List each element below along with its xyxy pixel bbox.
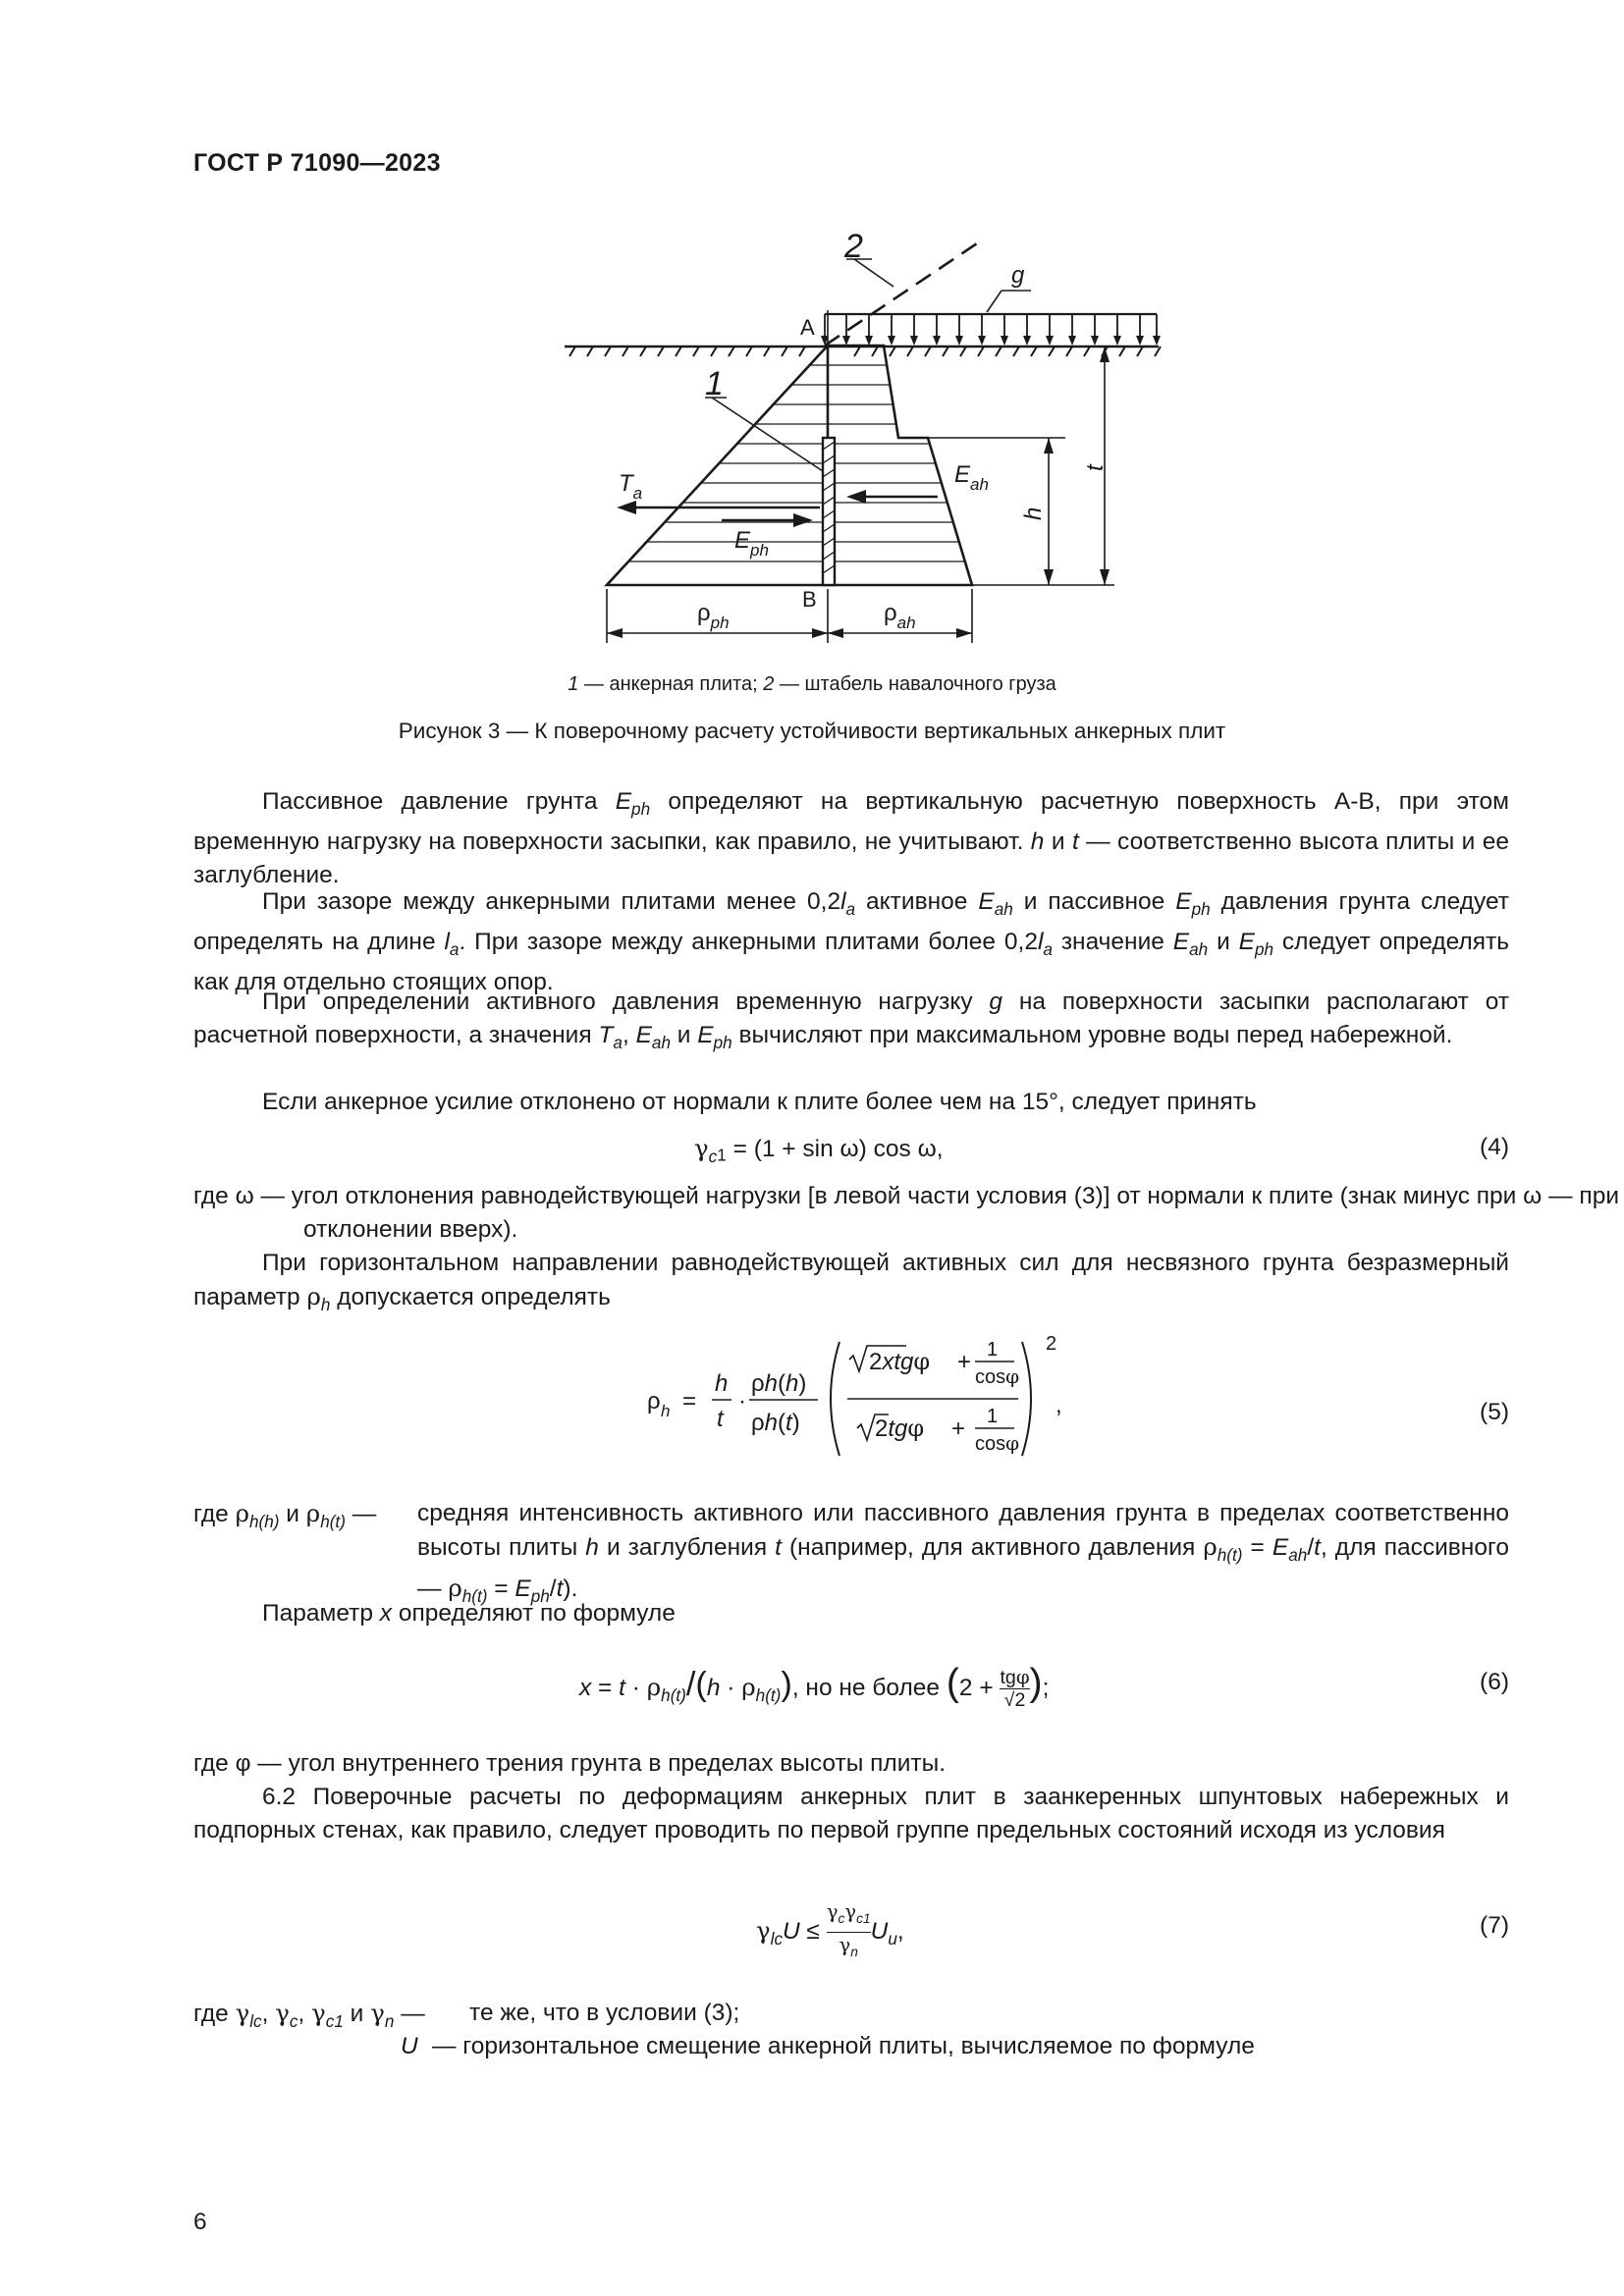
- svg-text:cosφ: cosφ: [975, 1431, 1020, 1455]
- svg-text:h: h: [661, 1402, 671, 1420]
- label-Eah: $E_{ah}$: [954, 461, 989, 494]
- svg-text:2: 2: [1046, 1333, 1057, 1355]
- formula-6: $x = t \cdot \rho_{h(t)}/(h \cdot \rho_{h(t)})$, но не более (2 + tgφ √2 );: [579, 1662, 1050, 1712]
- svg-text:+: +: [957, 1349, 972, 1375]
- paragraph-passive-pressure: Пассивное давление грунта $E_{ph}$ определяют на вертикальную расчетную поверхность А-В, при этом временную нагрузку на поверхности засыпки, как правило, не учитывают. h и t — соответственно высота плиты и ее заглубление.: [193, 788, 1509, 888]
- svg-text:=: =: [682, 1388, 697, 1415]
- document-header: ГОСТ Р 71090—2023: [193, 149, 441, 177]
- figure-legend: 1 — анкерная плита; 2 — штабель навалочного груза: [568, 673, 1056, 695]
- label-1: 1: [705, 365, 724, 402]
- svg-text:ρh(t): ρh(t): [751, 1410, 800, 1436]
- paragraph-x: Параметр x определяют по формуле: [262, 1600, 676, 1627]
- svg-text:2xtgφ: 2xtgφ: [869, 1348, 931, 1375]
- page-number: 6: [193, 2209, 207, 2235]
- figure-caption: Рисунок 3 — К поверочному расчету устойчивости вертикальных анкерных плит: [398, 719, 1226, 743]
- svg-text:·: ·: [738, 1388, 746, 1415]
- svg-text:t: t: [717, 1406, 724, 1432]
- label-2: 2: [844, 228, 863, 265]
- formula-6-number: (6): [1480, 1669, 1509, 1695]
- paragraph-6-2: 6.2 Поверочные расчеты по деформациям анкерных плит в заанкеренных шпунтовых набережных и подпорных стенах, как правило, следует проводить по первой группе предельных состояний исходя из условия: [193, 1784, 1509, 1843]
- paragraph-gap: При зазоре между анкерными плитами менее $0,2l_a$ активное $E_{ah}$ и пассивное $E_{ph}$ давления грунта следует определять на длине $l_a$. При зазоре между анкерными плитами более $0,2l_a$ значение $E_{ah}$ и $E_{ph}$ следует определять как для отдельно стоящих опор.: [193, 888, 1509, 995]
- formula-4-number: (4): [1480, 1134, 1509, 1160]
- label-A: A: [800, 315, 815, 340]
- label-Eph: $E_{ph}$: [734, 527, 769, 560]
- label-Ta: $T_a$: [619, 470, 643, 503]
- svg-text:1: 1: [987, 1339, 999, 1361]
- svg-text:+: +: [951, 1415, 966, 1442]
- where-U-text: — горизонтальное смещение анкерной плиты, вычисляемое по формуле: [432, 2033, 1255, 2059]
- svg-text:1: 1: [987, 1406, 999, 1427]
- formula-4: $\gamma_c1 = (1 + \sin \omega)$ cos ω,: [694, 1134, 944, 1166]
- label-g: g: [1011, 262, 1025, 289]
- formula-5: [643, 1320, 1075, 1477]
- figure-3-diagram: [550, 221, 1168, 653]
- where-gamma-text: те же, что в условии (3);: [469, 2000, 740, 2026]
- paragraph-anchor-force: Если анкерное усилие отклонено от нормали к плите более чем на 15°, следует принять: [262, 1089, 1257, 1115]
- where-phi: где φ — угол внутреннего трения грунта в пределах высоты плиты.: [193, 1750, 947, 1777]
- formula-7-number: (7): [1480, 1912, 1509, 1939]
- label-B: B: [802, 587, 817, 612]
- where-U-symbol: U: [401, 2033, 418, 2059]
- svg-text:ρ: ρ: [647, 1388, 661, 1415]
- svg-text:2tgφ: 2tgφ: [875, 1415, 925, 1442]
- where-rho-text: средняя интенсивность активного или пассивного давления грунта в пределах соответственно высоты плиты h и заглубления t (например, для активного давления $\rho_{h(t)} = E_{ah}/t$, для пассивного — $\rho_{h(t)} = E_{ph}/t$).: [417, 1500, 1509, 1606]
- svg-text:,: ,: [1056, 1392, 1062, 1418]
- svg-text:ρh(h): ρh(h): [751, 1370, 807, 1397]
- formula-5-number: (5): [1480, 1399, 1509, 1425]
- formula-7: $\gamma_{lc}U$ ≤ $\gamma_c\gamma_{c1}$ $\gamma_n$ $U_u$,: [756, 1900, 904, 1959]
- svg-text:h: h: [715, 1370, 729, 1397]
- where-rho-label: где $\rho_{h(h)}$ и $\rho_{h(t)}$ —: [193, 1499, 377, 1531]
- label-h: h: [1020, 507, 1047, 520]
- where-omega: где ω — угол отклонения равнодействующей нагрузки [в левой части условия (3)] от нормали к плите (знак минус при ω — при отклонении вверх).: [193, 1183, 1619, 1243]
- label-rho-ph: $\rho_{ph}$: [697, 600, 730, 632]
- svg-text:cosφ: cosφ: [975, 1364, 1020, 1388]
- where-gamma-label: где $\gamma_{lc}$, $\gamma_c$, $\gamma_{c1}$ и $\gamma_n$ —: [193, 1999, 425, 2031]
- label-t: t: [1082, 464, 1109, 471]
- paragraph-rho-h: При горизонтальном направлении равнодействующей активных сил для несвязного грунта безразмерный параметр $\rho_h$ допускается определять: [193, 1250, 1509, 1314]
- paragraph-active-pressure: При определении активного давления временную нагрузку g на поверхности засыпки располагают от расчетной поверхности, а значения $T_a$, $E_{ah}$ и $E_{ph}$ вычисляют при максимальном уровне воды перед набережной.: [193, 988, 1510, 1052]
- label-rho-ah: $\rho_{ah}$: [884, 600, 916, 632]
